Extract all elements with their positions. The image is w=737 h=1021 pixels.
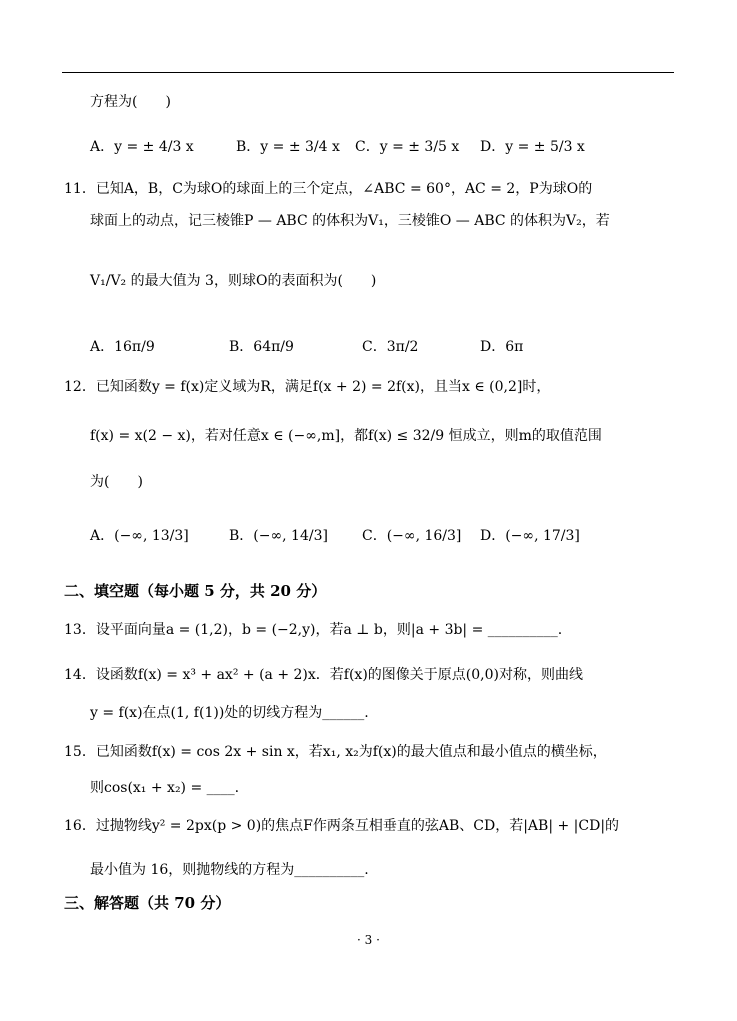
q16-line-1: 16．过抛物线y² = 2px(p > 0)的焦点F作两条互相垂直的弦AB、CD，若|AB| + |CD|的 bbox=[64, 818, 620, 834]
q13-line-1: 13．设平面向量a = (1,2)，b = (−2,y)，若a ⊥ b，则|a + 3b| = __________. bbox=[64, 622, 563, 638]
q10-option-b: B．y = ± 3/4 x bbox=[236, 139, 340, 155]
q12-line-1: 12．已知函数y = f(x)定义域为R，满足f(x + 2) = 2f(x)，且当x ∈ (0,2]时， bbox=[64, 379, 551, 395]
q11-line-2: 球面上的动点，记三棱锥P — ABC 的体积为V₁，三棱锥O — ABC 的体积为V₂，若 bbox=[90, 213, 610, 229]
q12-option-b: B．(−∞, 14/3] bbox=[229, 528, 328, 544]
q11-option-a: A．16π/9 bbox=[90, 339, 155, 355]
q14-line-1: 14．设函数f(x) = x³ + ax² + (a + 2)x．若f(x)的图像关于原点(0,0)对称，则曲线 bbox=[64, 667, 583, 683]
q15-line-1: 15．已知函数f(x) = cos 2x + sin x，若x₁, x₂为f(x)的最大值点和最小值点的横坐标， bbox=[64, 744, 607, 760]
q11-option-c: C．3π/2 bbox=[362, 339, 419, 355]
q12-line-2: f(x) = x(2 − x)，若对任意x ∈ (−∞,m]，都f(x) ≤ 32/9 恒成立，则m的取值范围 bbox=[90, 428, 602, 444]
q12-line-3: 为( ) bbox=[90, 474, 143, 490]
q11-line-1: 11．已知A，B，C为球O的球面上的三个定点，∠ABC = 60°，AC = 2，P为球O的 bbox=[64, 181, 593, 197]
q11-option-d: D．6π bbox=[480, 339, 524, 355]
section-3-title: 三、解答题（共 70 分） bbox=[64, 894, 231, 912]
page-number: · 3 · bbox=[357, 933, 380, 947]
q12-option-a: A．(−∞, 13/3] bbox=[90, 528, 189, 544]
q10-option-c: C．y = ± 3/5 x bbox=[355, 139, 460, 155]
section-2-title: 二、填空题（每小题 5 分，共 20 分） bbox=[64, 582, 327, 600]
q16-line-2: 最小值为 16，则抛物线的方程为__________. bbox=[90, 862, 369, 878]
q11-line-3: V₁/V₂ 的最大值为 3，则球O的表面积为( ) bbox=[90, 273, 377, 289]
q11-option-b: B．64π/9 bbox=[229, 339, 294, 355]
q10-stem-tail: 方程为( ) bbox=[90, 94, 171, 110]
q12-option-d: D．(−∞, 17/3] bbox=[480, 528, 580, 544]
q12-option-c: C．(−∞, 16/3] bbox=[362, 528, 462, 544]
q15-line-2: 则cos(x₁ + x₂) = ____. bbox=[90, 780, 240, 796]
q10-option-d: D．y = ± 5/3 x bbox=[480, 139, 585, 155]
q10-option-a: A．y = ± 4/3 x bbox=[90, 139, 194, 155]
q14-line-2: y = f(x)在点(1, f(1))处的切线方程为______. bbox=[90, 705, 369, 721]
header-rule bbox=[62, 72, 674, 73]
